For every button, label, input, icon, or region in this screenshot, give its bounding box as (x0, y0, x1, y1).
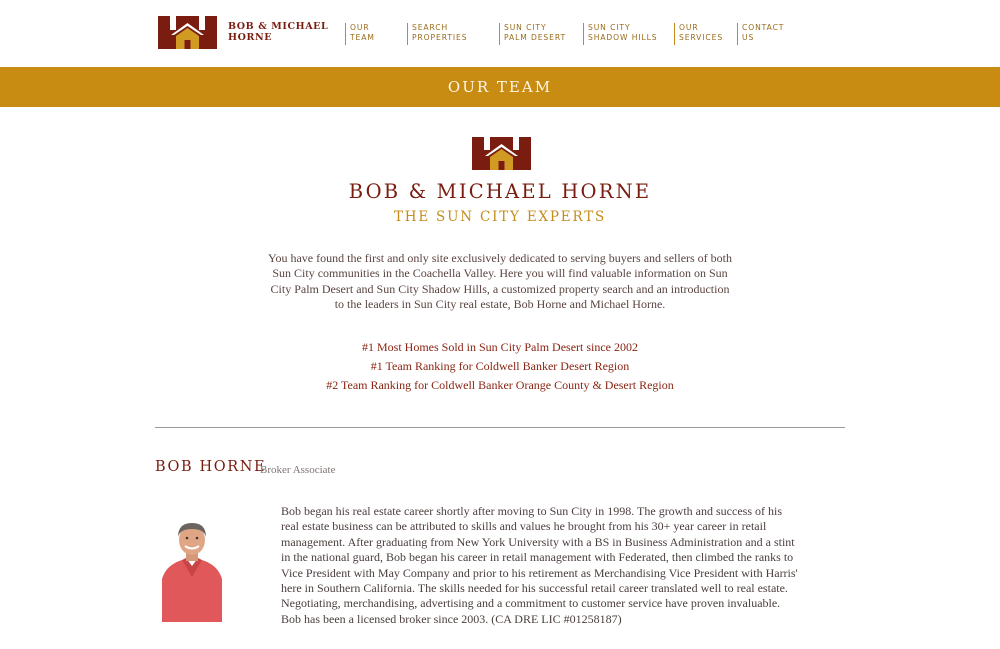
nav-sun-city-palm-desert[interactable] (499, 23, 566, 45)
accolade: #1 Most Homes Sold in Sun City Palm Desert since 2002 (362, 340, 638, 354)
nav-our-services[interactable] (674, 23, 723, 45)
accolade: #2 Team Ranking for Coldwell Banker Orange County & Desert Region (326, 378, 674, 392)
site-header (0, 0, 1000, 67)
nav-label-line2: PALM DESERT (504, 33, 567, 42)
nav-label-line1: OUR (350, 23, 370, 32)
hero-name: BOB & MICHAEL HORNE (348, 180, 652, 203)
nav-label-line1: OUR (679, 23, 699, 32)
nav-label-line1: SUN CITY (504, 23, 547, 32)
nav-label-line2: TEAM (350, 33, 375, 42)
nav-label-line1: SEARCH (412, 23, 449, 32)
agent-bio: Bob began his real estate career shortly after moving to Sun City in 1998. The growth and success of his real estate business can be attributed to skills and values he brought from his 30+ year career in retail management. After graduating from New York University with a BS in Business Administration and a stint in the national guard, Bob began his career in retail management with Federated, then climbed the ranks to Vice President with May Company and prior to his retirement as Merchandising Vice President with Harris' here in Southern California. The skills needed for his successful retail career translated well to real estate. Negotiating, merchandising, advertising and a commitment to customer service have proven invaluable. Bob has been a licensed broker since 2003. (CA DRE LIC #01258187) (281, 504, 798, 626)
nav-label-line2: SERVICES (679, 33, 724, 42)
agent-photo (160, 519, 224, 622)
nav-label-line2: US (742, 33, 755, 42)
section-divider (155, 427, 845, 428)
page-title: OUR TEAM (447, 78, 553, 96)
nav-label-line2: PROPERTIES (412, 33, 468, 42)
house-logo-icon (472, 137, 531, 170)
nav-sun-city-shadow-hills[interactable] (583, 23, 658, 45)
nav-label-line1: CONTACT (742, 23, 785, 32)
accolade: #1 Team Ranking for Coldwell Banker Desert Region (370, 359, 630, 373)
intro-paragraph: You have found the first and only site exclusively dedicated to serving buyers and sellers of both Sun City communities in the Coachella Valley. Here you will find valuable information on Sun City Palm Desert and Sun City Shadow Hills, a customized property search and an introduction to the leaders in Sun City real estate, Bob Horne and Michael Horne. (268, 251, 733, 312)
agent-title: Broker Associate (260, 464, 336, 476)
hero-subtitle: THE SUN CITY EXPERTS (393, 209, 607, 225)
nav-search-properties[interactable] (407, 23, 467, 45)
brand-line-1: BOB & MICHAEL (228, 21, 329, 32)
nav-our-team[interactable] (345, 23, 375, 45)
brand-line-2: HORNE (228, 32, 273, 43)
nav-label-line1: SUN CITY (588, 23, 631, 32)
main-nav (0, 23, 1000, 47)
agent-name: BOB HORNE (155, 459, 267, 475)
nav-contact-us[interactable] (737, 23, 784, 45)
nav-label-line2: SHADOW HILLS (588, 33, 658, 42)
page-banner (0, 67, 1000, 107)
